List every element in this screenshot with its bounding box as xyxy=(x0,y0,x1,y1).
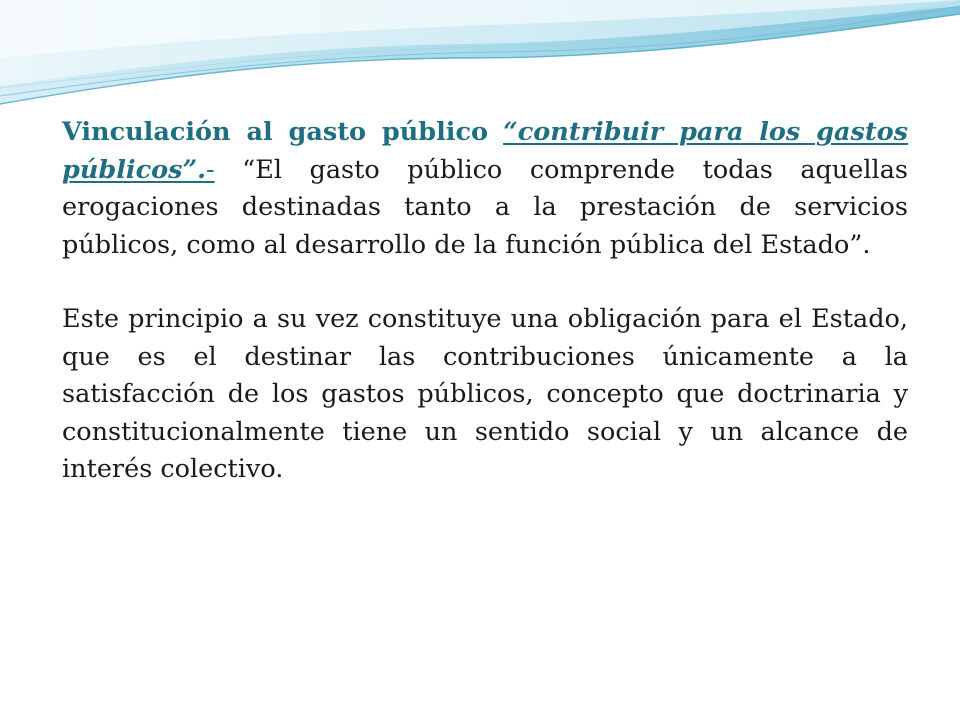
paragraph-1-heading: Vinculación al gasto público xyxy=(62,117,488,147)
paragraph-1-body: “El gasto público comprende todas aquellas erogaciones destinadas tanto a la prestación de servicios públicos, como al desarrollo de la función pública del Estado”. xyxy=(62,154,908,260)
slide-body xyxy=(62,114,908,489)
paragraph-1 xyxy=(62,114,908,264)
paragraph-2: Este principio a su vez constituye una obligación para el Estado, que es el destinar las contribuciones únicamente a la satisfacción de los gastos públicos, concepto que doctrinaria y constitucionalmente tiene un sentido social y un alcance de interés colectivo. xyxy=(62,304,908,484)
wave-header-decoration xyxy=(0,0,960,110)
paragraph-1-quote: “contribuir para los gastos públicos”. xyxy=(62,117,908,185)
paragraph-1-dash: - xyxy=(206,154,215,185)
